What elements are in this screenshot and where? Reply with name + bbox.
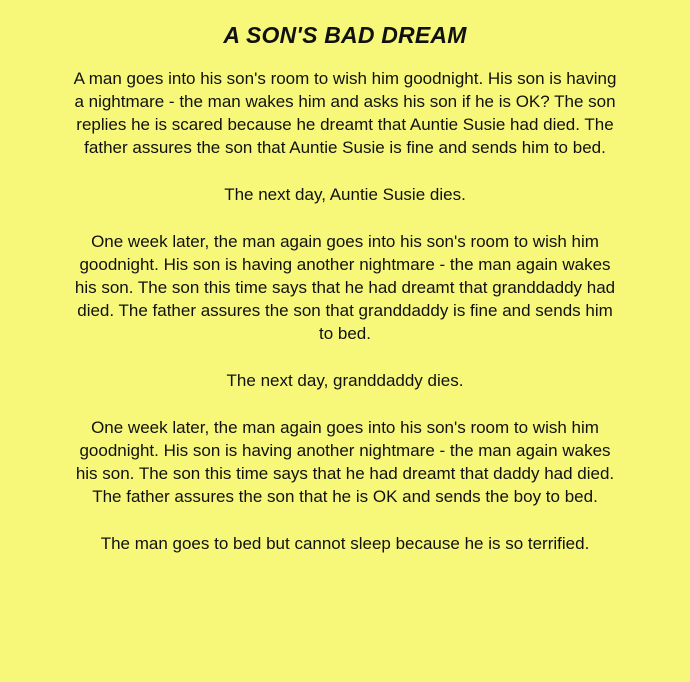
paragraph-1: A man goes into his son's room to wish him goodnight. His son is having a nightmare - the man wakes him and asks his son if he is OK? The son replies he is scared because he dreamt that Auntie Susie had died. The father assures the son that Auntie Susie is fine and sends him to bed. — [73, 69, 617, 157]
story-title: A SON'S BAD DREAM — [223, 22, 467, 48]
paragraph-4: The next day, granddaddy dies. — [226, 371, 464, 390]
paragraph-3: One week later, the man again goes into his son's room to wish him goodnight. His son is having another nightmare - the man again wakes his son. The son this time says that he had dreamt that granddaddy had died. The father assures the son that granddaddy is fine and sends him to bed. — [74, 232, 616, 343]
paragraph-5: One week later, the man again goes into his son's room to wish him goodnight. His son is having another nightmare - the man again wakes his son. The son this time says that he had dreamt that daddy had died. The father assures the son that he is OK and sends the boy to bed. — [75, 418, 615, 506]
paragraph-6: The man goes to bed but cannot sleep because he is so terrified. — [100, 534, 590, 553]
paragraph-2: The next day, Auntie Susie dies. — [224, 185, 466, 204]
